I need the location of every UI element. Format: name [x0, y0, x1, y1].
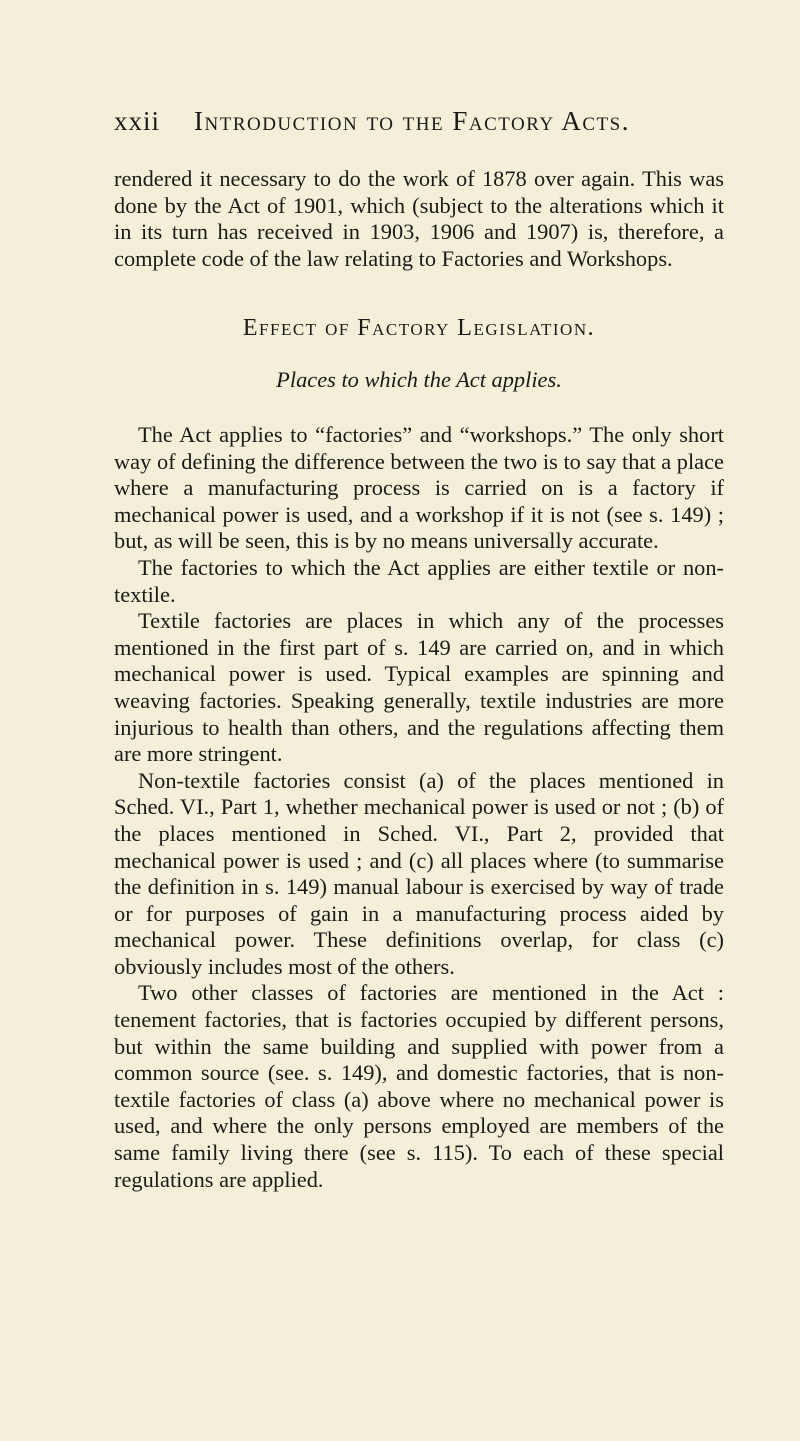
paragraph: Textile factories are places in which any of the processes mentioned in the first part of s. 149 are carried on, and in which mechanical power is used. Typical examples are spinning and weaving factories. Speaking generally, textile industries are more injurious to health than others, and the regulations affecting them are more stringent.	[114, 608, 724, 767]
running-title: Introduction to the Factory Acts.	[194, 106, 630, 136]
paragraph: The factories to which the Act applies are either textile or non-textile.	[114, 554, 724, 607]
section-heading: Effect of Factory Legislation.	[242, 315, 596, 341]
paragraph: The Act applies to “factories” and “workshops.” The only short way of defining the difference between the two is to say that a place where a manufacturing process is carried on is a factory if mechanical power is used, and a workshop if it is not (see s. 149) ; but, as will be seen, this is by no means universally accurate.	[114, 422, 724, 554]
opening-text-block	[114, 166, 724, 272]
paragraph: rendered it necessary to do the work of 1878 over again. This was done by the Act of 1901, which (subject to the alterations which it in its turn has received in 1903, 1906 and 1907) is, therefore, a complete code of the law relating to Factories and Workshops.	[114, 166, 724, 271]
section-subheading: Places to which the Act applies.	[276, 367, 562, 392]
paragraph: Non-textile factories consist (a) of the places mentioned in Sched. VI., Part 1, whether mechanical power is used or not ; (b) of the places mentioned in Sched. VI., Part 2, provided that mechanical power is used ; and (c) all places where (to summarise the definition in s. 149) manual labour is exercised by way of trade or for purposes of gain in a manufacturing process aided by mechanical power. These definitions overlap, for class (c) obviously includes most of the others.	[114, 767, 724, 979]
section-text-block	[114, 422, 724, 1193]
page-number: xxii	[114, 106, 161, 136]
paragraph: Two other classes of factories are mentioned in the Act : tenement factories, that is factories occupied by different persons, but within the same building and supplied with power from a common source (see. s. 149), and domestic factories, that is non-textile factories of class (a) above where no mechanical power is used, and where the only persons employed are members of the same family living there (see s. 115). To each of these special regulations are applied.	[114, 980, 724, 1192]
running-header	[114, 106, 724, 136]
